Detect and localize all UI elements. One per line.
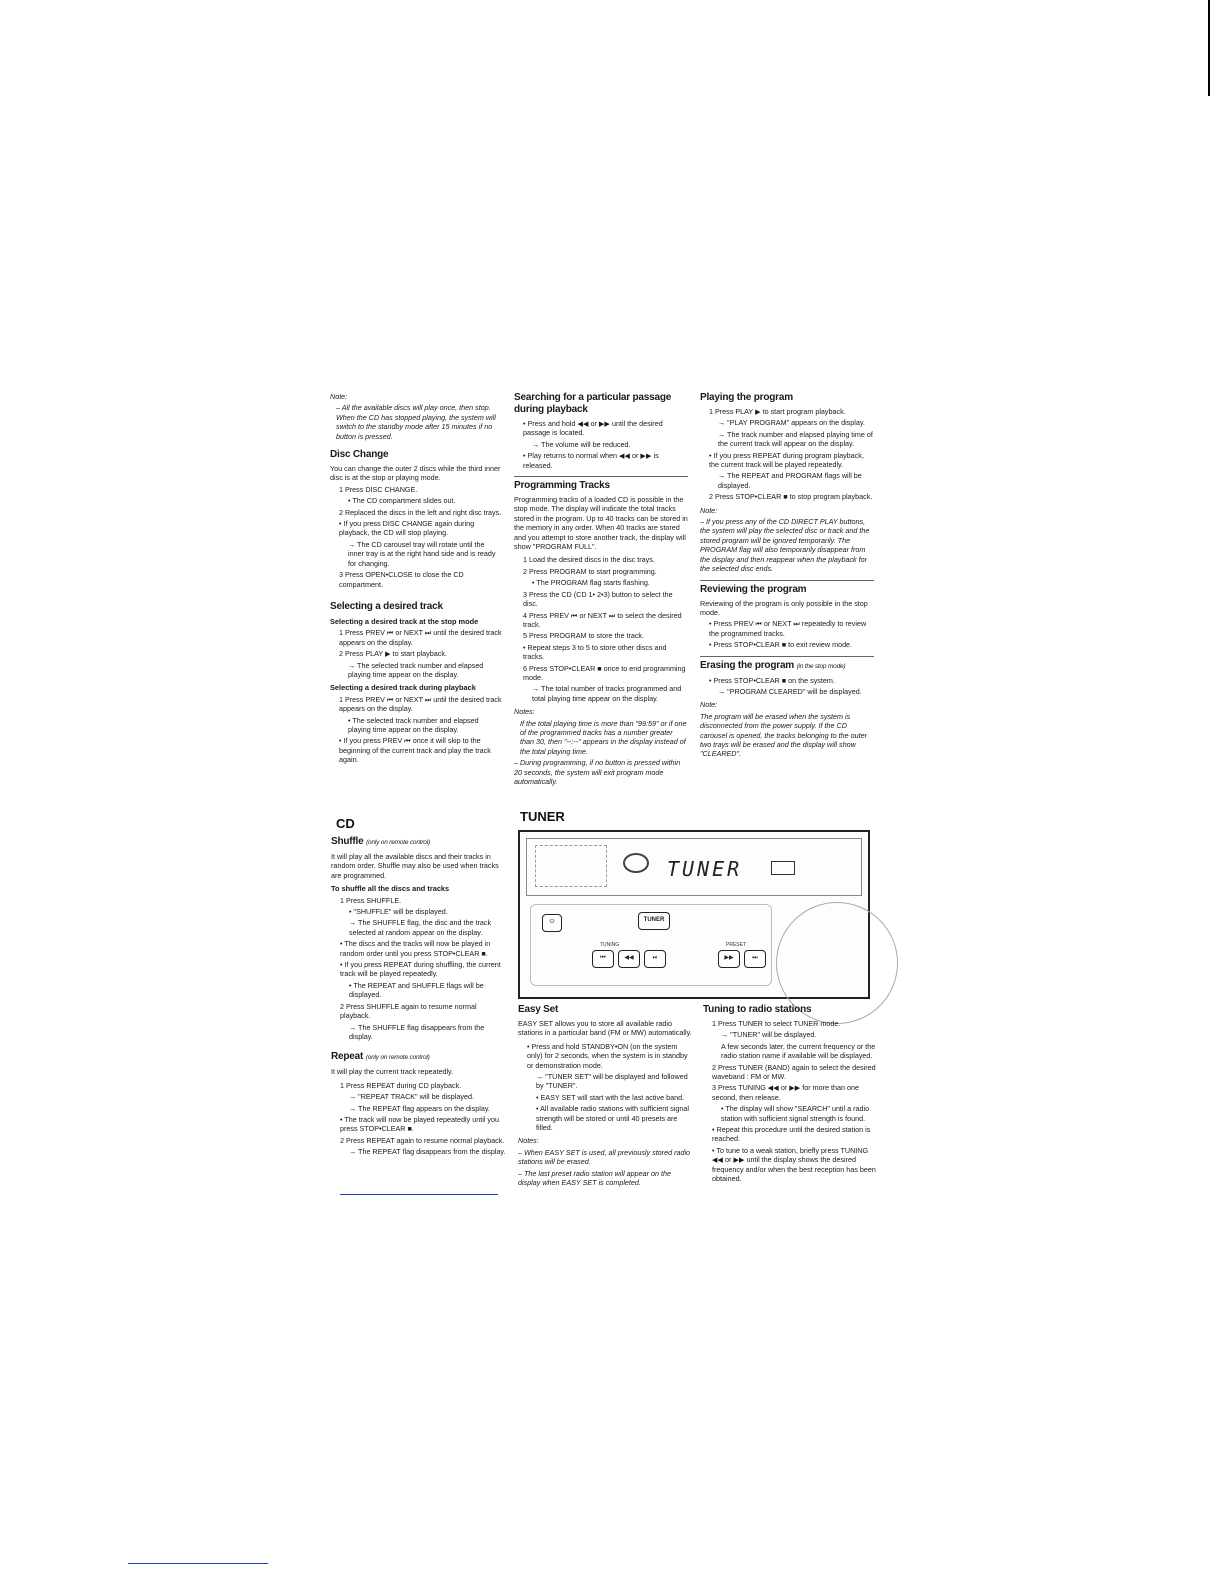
program-title: Programming Tracks [514, 480, 610, 492]
repeat-title-text: Repeat [331, 1051, 364, 1063]
display-screen [526, 838, 862, 896]
review-intro: Reviewing of the program is only possible in the stop mode. [700, 598, 868, 617]
playing-step: 1 Press PLAY ▶ to start program playback. [709, 407, 846, 416]
select-play-title: Selecting a desired track during playback [330, 683, 476, 693]
easy-set-step: • All available radio stations with sufficient signal strength will be stored or until 40 presets are filled. [536, 1104, 690, 1133]
program-step: • Repeat steps 3 to 5 to store other discs and tracks. [523, 642, 667, 662]
playing-step: • If you press REPEAT during program playback, the current track will be played repeatedly. [709, 450, 864, 470]
search-step: • Press and hold ◀◀ or ▶▶ until the desired passage is located. [523, 419, 663, 438]
shuffle-title-text: Shuffle [331, 836, 364, 847]
play-pause-button[interactable]: ⏯ [644, 950, 666, 968]
program-note: If the total playing time is more than "99:59" or if one of the programmed tracks has a number greater than 30, then "--:--" appears in the display instead of the total playing time. [520, 718, 687, 756]
note-label: Note: [330, 392, 348, 401]
program-step: • The PROGRAM flag starts flashing. [532, 578, 650, 588]
display-segment-area [535, 845, 607, 887]
repeat-step: 2 Press REPEAT again to resume normal playback. [340, 1135, 505, 1145]
program-step: → The total number of tracks programmed and total playing time appear on the display. [532, 684, 682, 703]
preset-label: PRESET [726, 942, 747, 948]
program-notes-label: Notes: [514, 707, 535, 717]
easy-set-step: • EASY SET will start with the last active band. [536, 1092, 685, 1102]
disc-change-step: • If you press DISC CHANGE again during playback, the CD will stop playing. [339, 519, 475, 538]
disc-change-step: 3 Press OPEN•CLOSE to close the CD compartment. [339, 570, 464, 589]
erase-title [700, 660, 874, 673]
repeat-step: → The REPEAT flag appears on the display. [349, 1103, 490, 1113]
disc-change-step: → The CD carousel tray will rotate until the inner tray is at the right hand side and is ready for changing. [348, 539, 496, 568]
repeat-step: 1 Press REPEAT during CD playback. [340, 1080, 462, 1090]
page-edge-line [1208, 0, 1210, 96]
select-stop-title: Selecting a desired track at the stop mode [330, 616, 479, 626]
rewind-button[interactable]: ◀◀ [618, 950, 640, 968]
select-track-title: Selecting a desired track [330, 600, 443, 612]
easy-set-note: – The last preset radio station will appear on the display when EASY SET is completed. [518, 1168, 672, 1188]
review-title: Reviewing the program [700, 583, 807, 595]
playing-program-title: Playing the program [700, 392, 793, 403]
program-intro: Programming tracks of a loaded CD is possible in the stop mode. The display will indicate the total tracks stored in the program. Up to 40 tracks can be stored in the memory in any order. When 40 tracks are stored and you attempt to store another track, the display will show "PROGRAM FULL". [514, 495, 688, 552]
easy-set-step: → "TUNER SET" will be displayed and followed by "TUNER". [536, 1072, 688, 1091]
disc-change-intro: You can change the outer 2 discs while the third inner disc is at the stop or playing mode. [330, 464, 501, 483]
playing-step: → The track number and elapsed playing time of the current track will appear on the display. [718, 429, 873, 449]
page2-column-tuning [703, 1004, 879, 1186]
tuner-button[interactable]: TUNER [638, 912, 670, 930]
easy-set-notes-label: Notes: [518, 1136, 539, 1146]
easy-set-note: – When EASY SET is used, all previously stored radio stations will be erased. [518, 1147, 691, 1167]
review-step: • Press PREV ⏮ or NEXT ⏭ repeatedly to review the programmed tracks. [709, 619, 867, 638]
program-note: – During programming, if no button is pressed within 20 seconds, the system will exit program mode automatically. [514, 758, 681, 786]
erase-note: The program will be erased when the system is disconnected from the power supply. If the CD carousel is opened, the tracks belonging to the outer two trays will be erased and the display will show "CLEARED". [700, 711, 868, 759]
page1-column-1 [330, 392, 502, 767]
repeat-intro: It will play the current track repeatedly. [331, 1067, 454, 1077]
easy-set-step: • Press and hold STANDBY•ON (on the system only) for 2 seconds, when the system is in standby or demonstration mode. [527, 1041, 688, 1070]
power-button[interactable]: ⏻ [542, 914, 562, 932]
hyperlink-underline[interactable] [128, 1563, 268, 1564]
shuffle-step: • The REPEAT and SHUFFLE flags will be displayed. [349, 980, 484, 1000]
playing-step: → The REPEAT and PROGRAM flags will be displayed. [718, 471, 862, 490]
program-step: 5 Press PROGRAM to store the track. [523, 631, 645, 641]
control-area-outline [530, 904, 772, 986]
page1-column-3 [700, 392, 874, 761]
tuning-step: → "TUNER" will be displayed. [721, 1030, 817, 1040]
program-step: 3 Press the CD (CD 1• 2•3) button to select the disc. [523, 589, 673, 609]
program-step: 1 Load the desired discs in the disc trays. [523, 555, 655, 565]
select-stop-step: 2 Press PLAY ▶ to start playback. [339, 649, 447, 659]
shuffle-how-title: To shuffle all the discs and tracks [331, 884, 450, 894]
section-divider [700, 656, 874, 657]
erase-title-text: Erasing the program [700, 659, 794, 671]
select-stop-step: 1 Press PREV ⏮ or NEXT ⏭ until the desired track appears on the display. [339, 628, 502, 647]
shuffle-step: 2 Press SHUFFLE again to resume normal playback. [340, 1001, 477, 1021]
erase-title-sub: (in the stop mode) [796, 662, 846, 670]
repeat-step: → The REPEAT flag disappears from the display. [349, 1147, 506, 1157]
shuffle-step: • "SHUFFLE" will be displayed. [349, 907, 448, 917]
shuffle-step: → The SHUFFLE flag disappears from the display. [349, 1022, 485, 1041]
prev-button[interactable]: ⏮ [592, 950, 614, 968]
page1-column-2 [514, 392, 688, 788]
erase-step: → "PROGRAM CLEARED" will be displayed. [718, 686, 862, 696]
search-step: → The volume will be reduced. [532, 439, 631, 449]
cd-logo-icon [771, 861, 795, 875]
tuning-step: • The display will show "SEARCH" until a radio station with sufficient signal strength is found. [721, 1104, 870, 1123]
shuffle-step: → The SHUFFLE flag, the disc and the track selected at random appear on the display. [349, 918, 492, 937]
repeat-title-sub: (only on remote control) [365, 1054, 430, 1062]
playing-note: – If you press any of the CD DIRECT PLAY buttons, the system will play the selected disc or track and the stored program will be ignored temporarily. The PROGRAM flag will also temporarily disappear from the display and then reappear when the playback for the selected disc ends. [700, 517, 870, 574]
repeat-step: • The track will now be played repeatedly until you press STOP•CLEAR ■. [340, 1114, 499, 1134]
section-divider [514, 476, 688, 477]
shuffle-step: • The discs and the tracks will now be played in random order until you press STOP•CLEAR ■. [340, 939, 491, 958]
tuning-label: TUNING [600, 942, 620, 948]
select-stop-step: → The selected track number and elapsed playing time appear on the display. [348, 660, 484, 679]
shuffle-step: • If you press REPEAT during shuffling, the current track will be played repeatedly. [340, 960, 501, 979]
erase-step: • Press STOP•CLEAR ■ on the system. [709, 675, 835, 685]
page2-column-easy-set [518, 1004, 694, 1190]
search-title: Searching for a particular passage during playback [514, 392, 672, 415]
next-button[interactable]: ⏭ [744, 950, 766, 968]
playing-step: → "PLAY PROGRAM" appears on the display. [718, 418, 865, 428]
shuffle-title-sub: (only on remote control) [366, 839, 430, 846]
repeat-step: → "REPEAT TRACK" will be displayed. [349, 1092, 474, 1102]
note-text: – All the available discs will play once, then stop. When the CD has stopped playing, the system will switch to the standby mode after 15 minutes if no button is pressed. [336, 403, 496, 441]
select-play-step: 1 Press PREV ⏮ or NEXT ⏭ until the desired track appears on the display. [339, 694, 502, 714]
tuning-title: Tuning to radio stations [703, 1004, 812, 1015]
review-step: • Press STOP•CLEAR ■ to exit review mode. [709, 640, 853, 650]
tuning-step: 3 Press TUNING ◀◀ or ▶▶ for more than one second, then release. [712, 1083, 860, 1102]
shuffle-step: 1 Press SHUFFLE. [340, 895, 402, 905]
playing-note-label: Note: [700, 505, 718, 515]
cd-heading: CD [336, 816, 355, 831]
tuning-step: 1 Press TUNER to select TUNER mode. [712, 1019, 841, 1028]
disc-icon [623, 853, 649, 873]
repeat-title [331, 1051, 507, 1064]
shuffle-title [331, 836, 507, 849]
easy-set-intro: EASY SET allows you to store all available radio stations in a particular band (FM or MW) automatically. [518, 1019, 692, 1038]
fast-forward-button[interactable]: ▶▶ [718, 950, 740, 968]
tuning-step: • To tune to a weak station, briefly press TUNING ◀◀ or ▶▶ until the display shows the desired frequency and/or when the best reception has been obtained. [712, 1145, 876, 1184]
playing-step: 2 Press STOP•CLEAR ■ to stop program playback. [709, 492, 873, 502]
display-text: TUNER [667, 857, 743, 881]
section-divider [700, 580, 874, 581]
disc-change-step: • The CD compartment slides out. [348, 496, 456, 506]
program-step: 6 Press STOP•CLEAR ■ once to end programming mode. [523, 663, 686, 682]
disc-change-title: Disc Change [330, 449, 389, 461]
tuning-step: A few seconds later, the current frequency or the radio station name if available will be displayed. [721, 1041, 876, 1061]
page2-column-cd [331, 834, 507, 1159]
tuner-panel-illustration [518, 830, 870, 999]
hyperlink-underline[interactable] [340, 1194, 498, 1195]
tuning-step: 2 Press TUNER (BAND) again to select the desired waveband : FM or MW. [712, 1062, 876, 1082]
disc-change-step: 1 Press DISC CHANGE. [339, 484, 418, 494]
shuffle-intro: It will play all the available discs and their tracks in random order. Shuffle may also be used when tracks are programmed. [331, 852, 499, 880]
search-step: • Play returns to normal when ◀◀ or ▶▶ is released. [523, 451, 659, 470]
easy-set-title: Easy Set [518, 1004, 559, 1015]
tuner-heading: TUNER [520, 809, 565, 824]
erase-note-label: Note: [700, 700, 718, 710]
select-play-step: • The selected track number and elapsed playing time appear on the display. [348, 715, 479, 734]
tuning-step: • Repeat this procedure until the desired station is reached. [712, 1125, 871, 1144]
program-step: 2 Press PROGRAM to start programming. [523, 566, 657, 576]
program-step: 4 Press PREV ⏮ or NEXT ⏭ to select the desired track. [523, 610, 682, 629]
disc-change-step: 2 Replaced the discs in the left and right disc trays. [339, 507, 502, 517]
select-play-step: • If you press PREV ⏮ once it will skip to the beginning of the current track and play the track again. [339, 736, 491, 765]
